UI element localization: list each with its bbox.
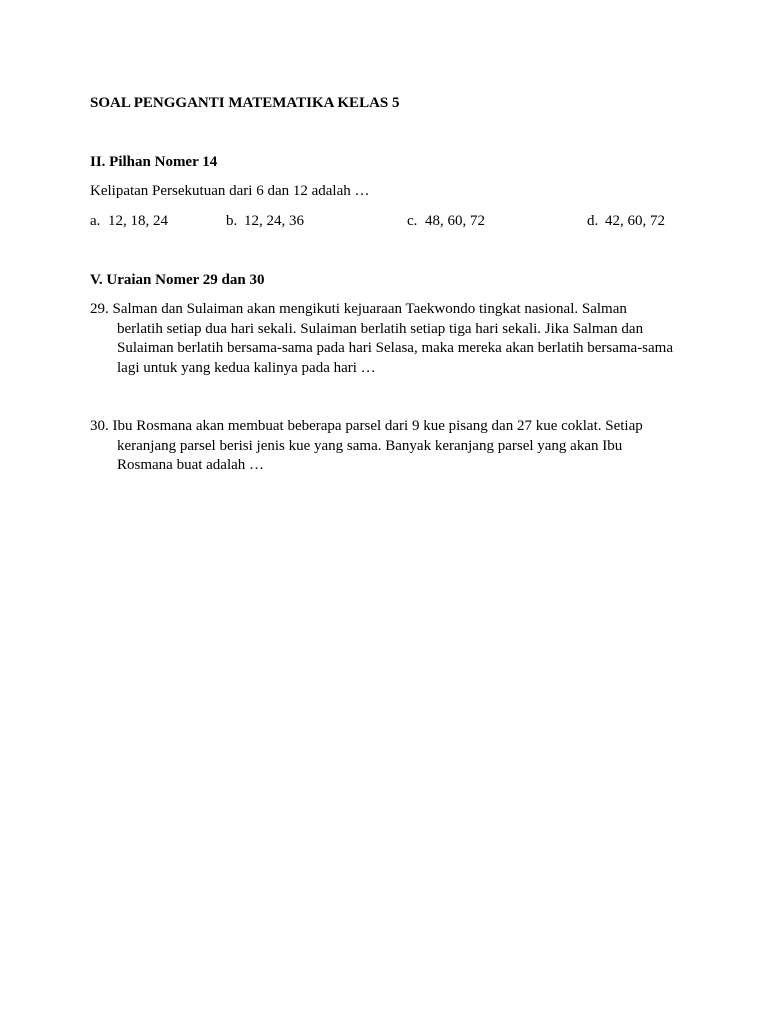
document-title: SOAL PENGGANTI MATEMATIKA KELAS 5 bbox=[90, 95, 400, 111]
section-heading-essay: V. Uraian Nomer 29 dan 30 bbox=[90, 272, 265, 288]
essay-30-line-2: keranjang parsel berisi jenis kue yang sama. Banyak keranjang parsel yang akan Ibu bbox=[117, 437, 623, 454]
option-a-text: 12, 18, 24 bbox=[108, 213, 168, 229]
essay-30-number: 30. bbox=[90, 418, 109, 434]
option-b-letter: b. bbox=[226, 213, 238, 229]
essay-29-number: 29. bbox=[90, 301, 109, 317]
option-d-letter: d. bbox=[587, 213, 599, 229]
essay-29-line-4: lagi untuk yang kedua kalinya pada hari … bbox=[117, 359, 376, 376]
option-a bbox=[90, 211, 168, 231]
question-14-text: Kelipatan Persekutuan dari 6 dan 12 adalah … bbox=[90, 183, 370, 199]
option-c-letter: c. bbox=[407, 213, 418, 229]
essay-29-line-1: Salman dan Sulaiman akan mengikuti kejuaraan Taekwondo tingkat nasional. Salman bbox=[112, 301, 627, 317]
section-heading-multiple-choice: II. Pilhan Nomer 14 bbox=[90, 154, 218, 170]
option-d-text: 42, 60, 72 bbox=[605, 213, 665, 229]
essay-question-30 bbox=[90, 417, 690, 476]
essay-29-line-2: berlatih setiap dua hari sekali. Sulaiman berlatih setiap tiga hari sekali. Jika Salman dan bbox=[117, 320, 644, 337]
answer-options bbox=[90, 211, 690, 231]
option-c bbox=[407, 211, 485, 231]
option-c-text: 48, 60, 72 bbox=[425, 213, 485, 229]
option-b bbox=[226, 211, 304, 231]
option-a-letter: a. bbox=[90, 213, 101, 229]
essay-30-line-1: Ibu Rosmana akan membuat beberapa parsel dari 9 kue pisang dan 27 kue coklat. Setiap bbox=[112, 418, 643, 434]
essay-29-line-3: Sulaiman berlatih bersama-sama pada hari Selasa, maka mereka akan berlatih bersama-sama bbox=[117, 340, 674, 356]
essay-30-line-3: Rosmana buat adalah … bbox=[117, 457, 265, 473]
option-d bbox=[587, 211, 665, 231]
essay-question-29 bbox=[90, 300, 690, 378]
option-b-text: 12, 24, 36 bbox=[244, 213, 304, 229]
